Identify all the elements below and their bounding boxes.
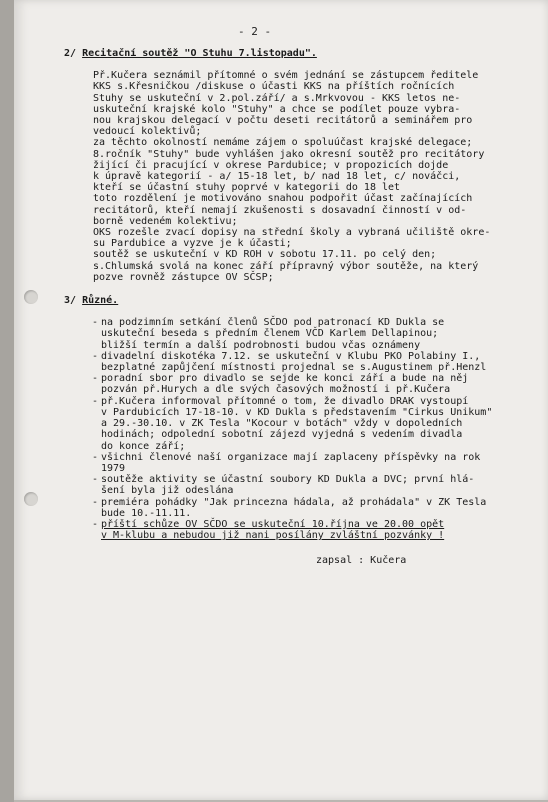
- section-2-line: toto rozdělení je motivováno snahou podpořit účast začínajících: [93, 193, 473, 205]
- page-number: - 2 -: [238, 25, 272, 38]
- section-3-item: [50, 317, 545, 351]
- section-2-line: pozve rovněž zástupce OV SČSP;: [93, 271, 274, 283]
- section-3-item: [50, 497, 545, 519]
- section-3-item-line: bezplatné zapůjčení místnosti projednal se s.Augustinem př.Henzl: [101, 362, 487, 374]
- section-3-item: [50, 396, 545, 452]
- section-3-item-line: šení byla již odeslána: [101, 485, 234, 497]
- section-2-line: Stuhy se uskuteční v 2.pol.září/ a s.Mrkvovou - KKS letos ne-: [93, 92, 461, 104]
- section-2-heading: [64, 48, 545, 59]
- section-3-list: [50, 317, 545, 541]
- section-3-item-line: a 29.-30.10. v ZK Tesla "Kocour v botách" vždy v dopoledních: [101, 418, 463, 430]
- section-2-line: KKS s.Křesničkou /diskuse o účasti KKS na příštích ročnících: [93, 81, 455, 93]
- section-3-number: 3/: [64, 295, 77, 307]
- section-3-item-line: v M-klubu a nebudou již nani posílány zvláštní pozvánky !: [101, 530, 445, 542]
- section-3-item-line: do konce září;: [101, 440, 186, 452]
- section-3-item-line: v Pardubicích 17-18-10. v KD Dukla s představením "Cirkus Unikum": [101, 406, 493, 418]
- section-3-item-line: - příští schůze OV SČDO se uskuteční 10.října ve 20.00 opět: [101, 518, 445, 530]
- section-3-item-line: 1979: [101, 462, 126, 474]
- section-3-item: [50, 351, 545, 373]
- section-2-line: nou krajskou delegací v počtu deseti recitátorů a seminářem pro: [93, 115, 473, 127]
- section-3-heading: [64, 295, 545, 306]
- section-2-line: recitátorů, kteří nemají zkušenosti s dosavadní činností v od-: [93, 204, 467, 216]
- section-2-line: žijící či pracující v okrese Pardubice; v propozicích dojde: [93, 159, 449, 171]
- section-2-line: Př.Kučera seznámil přítomné o svém jednání se zástupcem ředitele: [93, 70, 479, 82]
- section-3-item-line: bude 10.-11.11.: [101, 507, 192, 519]
- section-3-item-line: - soutěže aktivity se účastní soubory KD Dukla a DVC; první hlá-: [101, 474, 475, 486]
- section-2-line: OKS rozešle zvací dopisy na střední školy a vybraná učiliště okre-: [93, 227, 491, 239]
- section-3-item: [50, 373, 545, 395]
- document-body: [50, 48, 545, 567]
- section-2-line: su Pardubice a vyzve je k účasti;: [93, 238, 292, 250]
- section-3-item-line: - divadelní diskotéka 7.12. se uskuteční v Klubu PKO Polabiny I.,: [101, 350, 481, 362]
- section-3-item-line: bližší termín a další podrobnosti budou včas oznámeny: [101, 339, 421, 351]
- section-3-item-line: uskuteční beseda s předním členem VČD Karlem Dellapinou;: [101, 328, 439, 340]
- section-2-line: borně vedeném kolektivu;: [93, 215, 238, 227]
- section-2-line: soutěž se uskuteční v KD ROH v sobotu 17.11. po celý den;: [93, 249, 437, 261]
- left-page-edge: [0, 0, 14, 802]
- section-2-line: k úpravě kategorií - a/ 15-18 let, b/ nad 18 let, c/ nováčci,: [93, 171, 461, 183]
- section-3-item: [50, 452, 545, 474]
- section-3-item: [50, 474, 545, 496]
- section-2-line: 8.ročník "Stuhy" bude vyhlášen jako okresní soutěž pro recitátory: [93, 148, 485, 160]
- section-3-item-line: pozván př.Hurych a dle svých časových možností i př.Kučera: [101, 384, 451, 396]
- section-2-line: kteří se účastní stuhy poprvé v kategorii do 18 let: [93, 182, 401, 194]
- punch-hole: [24, 290, 38, 304]
- section-2-line: vedoucí kolektivů;: [93, 126, 202, 138]
- section-2-line: za těchto okolností nemáme zájem o spoluúčast krajské delegace;: [93, 137, 473, 149]
- signature-line: zapsal : Kučera: [316, 555, 407, 567]
- section-2-line: uskuteční krajské kolo "Stuhy" a chce se podílet pouze vybra-: [93, 103, 461, 115]
- section-3-item: [50, 519, 545, 541]
- document-page: [14, 0, 548, 800]
- section-3-item-line: - všichni členové naší organizace mají zaplaceny příspěvky na rok: [101, 451, 481, 463]
- section-2-body: [50, 70, 545, 283]
- section-2-title: Recitační soutěž "O Stuhu 7.listopadu".: [82, 48, 317, 59]
- section-3-item-line: - př.Kučera informoval přítomné o tom, že divadlo DRAK vystoupí: [101, 395, 469, 407]
- punch-hole: [24, 492, 38, 506]
- section-2-number: 2/: [64, 48, 77, 59]
- section-3-item-line: - poradní sbor pro divadlo se sejde ke konci září a bude na něj: [101, 373, 469, 385]
- section-3-item-line: - premiéra pohádky "Jak princezna hádala, až prohádala" v ZK Tesla: [101, 496, 487, 508]
- section-3-item-line: hodinách; odpolední sobotní zájezd vyjedná s vedením divadla: [101, 429, 463, 441]
- section-2-line: s.Chlumská svolá na konec září přípravný výbor soutěže, na který: [93, 260, 479, 272]
- section-3-title: Různé.: [82, 295, 119, 307]
- section-3-item-line: - na podzimním setkání členů SČDO pod patronací KD Dukla se: [101, 317, 445, 329]
